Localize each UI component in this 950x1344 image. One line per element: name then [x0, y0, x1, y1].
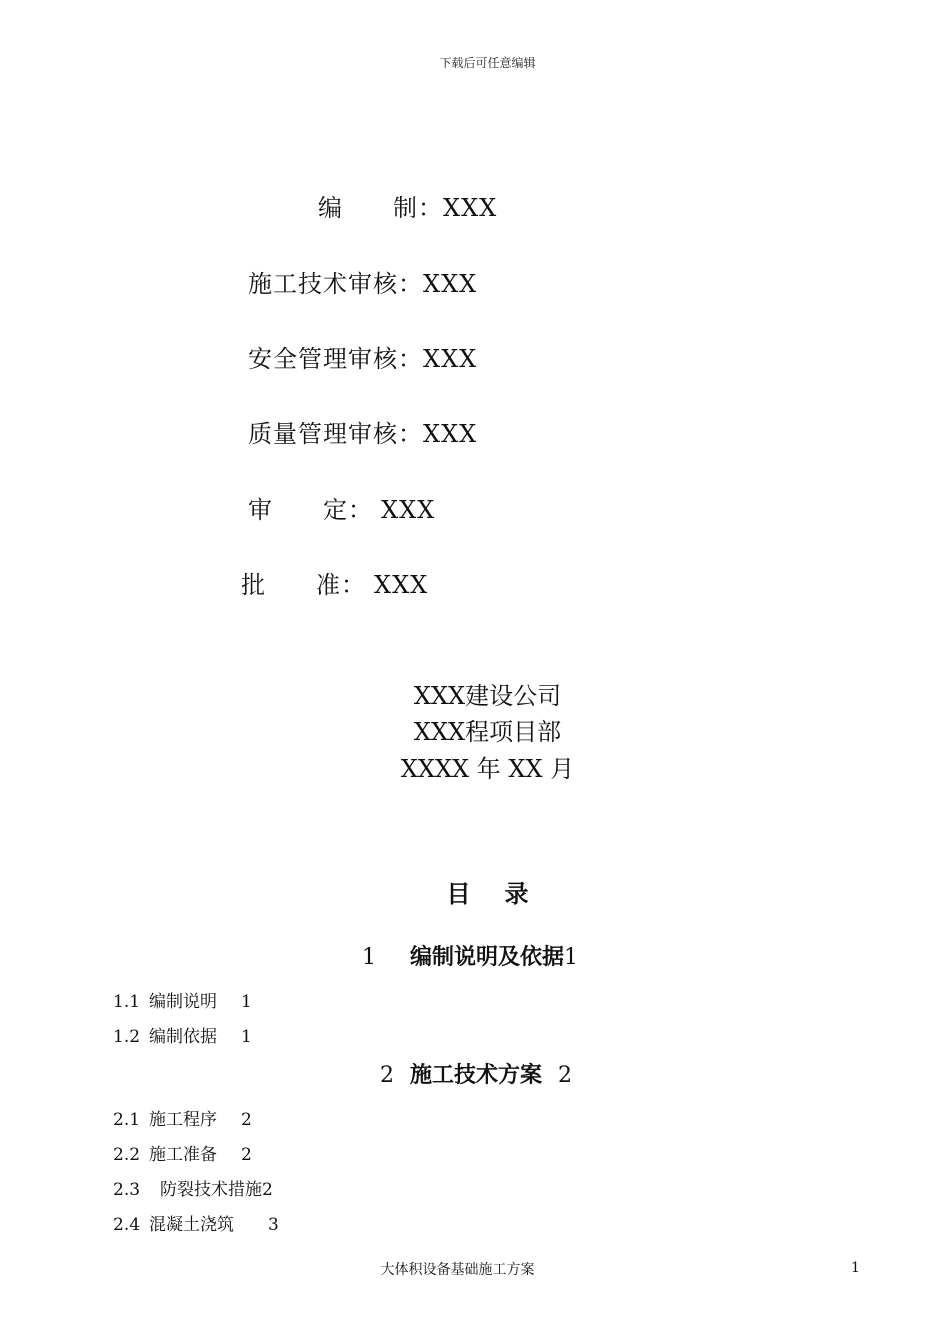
toc-item-title: 施工准备	[149, 1145, 218, 1165]
toc-item-1-1[interactable]	[113, 987, 252, 1012]
signature-line-authorization	[241, 565, 428, 600]
toc-item-page: 2	[241, 1110, 252, 1130]
signature-label: 安全管理审核：	[248, 345, 423, 373]
toc-item-title: 混凝土浇筑	[149, 1215, 235, 1235]
signature-line-tech-review	[248, 264, 477, 299]
signature-value: XXX	[423, 270, 478, 298]
signature-label-part2: 准：	[316, 571, 366, 599]
footer-document-title: 大体积设备基础施工方案	[380, 1262, 535, 1278]
toc-item-number: 2.2	[113, 1145, 141, 1165]
toc-item-page: 1	[241, 992, 252, 1012]
signature-label-part2: 制：	[393, 194, 443, 222]
signature-line-quality-review	[248, 414, 477, 449]
toc-item-page: 1	[241, 1027, 252, 1047]
issue-date: XXXX 年 XX 月	[400, 755, 575, 783]
toc-item-title: 施工程序	[149, 1110, 218, 1130]
signature-line-safety-review	[248, 339, 477, 374]
toc-item-number: 1.2	[113, 1027, 141, 1047]
signature-label-part2: 定：	[323, 496, 373, 524]
toc-title-part1: 目	[446, 879, 471, 908]
toc-section-page: 2	[558, 1063, 573, 1088]
signature-line-approval-review	[248, 490, 435, 525]
project-department: XXX程项目部	[413, 718, 562, 746]
signature-label-part1: 批	[241, 571, 266, 599]
toc-item-number: 1.1	[113, 992, 141, 1012]
toc-section-2[interactable]	[380, 1058, 572, 1089]
toc-section-title: 编制说明及依据	[410, 944, 565, 970]
toc-title-part2: 录	[504, 879, 529, 908]
signature-label: 施工技术审核：	[248, 270, 423, 298]
toc-item-2-2[interactable]	[113, 1140, 252, 1165]
toc-item-2-4[interactable]	[113, 1210, 279, 1235]
signature-value: XXX	[381, 496, 436, 524]
signature-value: XXX	[423, 420, 478, 448]
toc-item-number: 2.4	[113, 1215, 141, 1235]
toc-section-1[interactable]	[362, 940, 578, 971]
footer-page-number: 1	[851, 1260, 860, 1276]
toc-item-title: 编制说明	[149, 992, 218, 1012]
signature-value: XXX	[443, 194, 498, 222]
company-name: XXX建设公司	[413, 682, 562, 710]
signature-label: 质量管理审核：	[248, 420, 423, 448]
toc-section-number: 1	[362, 945, 376, 970]
toc-item-title: 编制依据	[149, 1027, 218, 1047]
signature-value: XXX	[374, 571, 429, 599]
toc-item-title: 防裂技术措施	[160, 1180, 263, 1200]
toc-section-number: 2	[380, 1063, 394, 1088]
toc-title	[0, 874, 950, 909]
toc-item-page: 3	[268, 1215, 279, 1235]
toc-item-2-1[interactable]	[113, 1105, 252, 1130]
toc-item-number: 2.1	[113, 1110, 141, 1130]
toc-item-page: 2	[241, 1145, 252, 1165]
signature-line-compiler	[318, 188, 497, 223]
toc-section-title: 施工技术方案	[410, 1062, 543, 1088]
signature-label-part1: 编	[318, 194, 343, 222]
toc-item-number: 2.3	[113, 1180, 141, 1200]
signature-label-part1: 审	[248, 496, 273, 524]
signature-value: XXX	[423, 345, 478, 373]
toc-item-2-3[interactable]	[113, 1175, 273, 1200]
toc-item-page: 2	[262, 1180, 273, 1200]
header-note: 下载后可任意编辑	[439, 56, 536, 70]
toc-item-1-2[interactable]	[113, 1022, 252, 1047]
toc-section-page: 1	[564, 945, 579, 970]
